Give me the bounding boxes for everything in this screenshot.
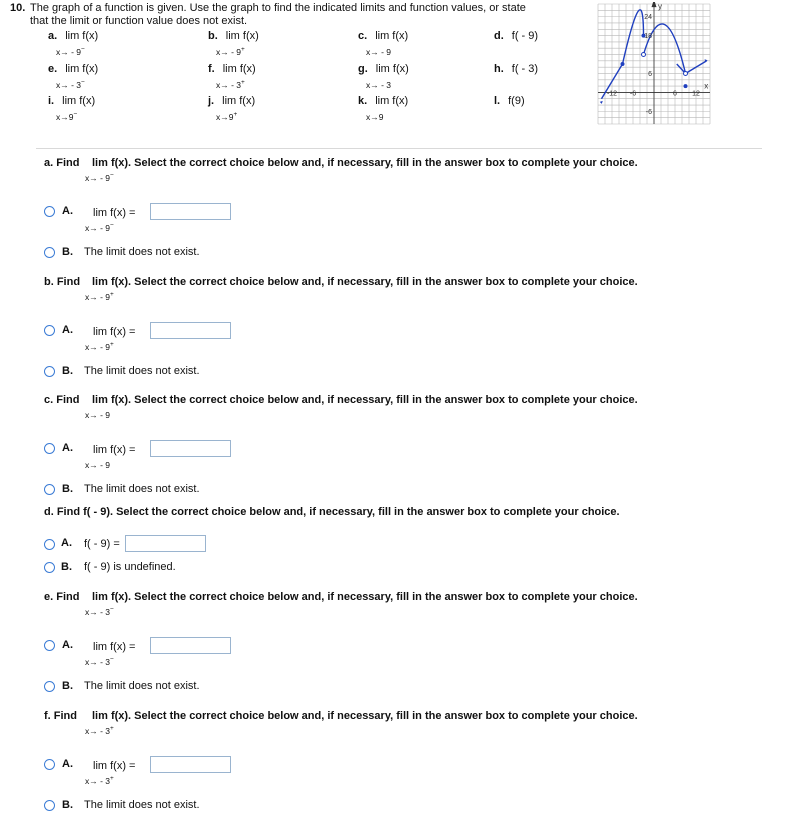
section-b-option-b-label: B. — [62, 365, 73, 377]
section-a-find: a. Find — [44, 157, 80, 169]
part-superscript: − — [81, 79, 85, 86]
section-c-find: c. Find — [44, 394, 80, 406]
section-b-option-b-radio[interactable] — [44, 366, 55, 377]
part-expression: lim f(x) — [375, 95, 409, 107]
part-subscript-text: x→9 — [366, 112, 384, 122]
part-label: h. — [494, 63, 504, 75]
part-label: d. — [494, 30, 504, 42]
section-b-prompt-sub — [85, 292, 114, 302]
part-expression: lim f(x) — [222, 63, 256, 75]
part-label: l. — [494, 95, 501, 107]
part-superscript: + — [233, 111, 238, 118]
section-c-option-a-radio[interactable] — [44, 443, 55, 454]
section-e-option-b-text: The limit does not exist. — [84, 680, 200, 692]
section-e-prompt-sub-text: x→ - 3 — [85, 607, 111, 617]
section-a-option-b-radio[interactable] — [44, 247, 55, 258]
part-label: j. — [208, 95, 215, 107]
part-6 — [208, 63, 256, 75]
part-subscript-text: x→9 — [56, 112, 74, 122]
part-subscript — [56, 112, 77, 122]
section-d-option-a-radio[interactable] — [44, 539, 55, 550]
section-d-option-a-label: A. — [61, 537, 72, 549]
part-expression: f( - 9) — [511, 30, 539, 42]
divider — [36, 148, 762, 149]
section-e-option-a-sub — [85, 657, 114, 667]
section-d-answer-box[interactable] — [125, 535, 206, 552]
part-11 — [358, 95, 408, 107]
part-label: a. — [48, 30, 58, 42]
section-b-option-a-sub-text: x→ - 9 — [85, 342, 111, 352]
graph-axes — [598, 2, 710, 124]
x-tick-label: -6 — [629, 90, 637, 98]
section-d-option-b-text: f( - 9) is undefined. — [84, 561, 176, 573]
section-f-prompt-sub-sup: + — [110, 725, 114, 732]
part-expression: lim f(x) — [222, 95, 256, 107]
part-expression: lim f(x) — [375, 63, 409, 75]
part-label: g. — [358, 63, 368, 75]
section-b-option-a-label: A. — [62, 324, 73, 336]
question-text-line2: that the limit or function value does not exist. — [30, 15, 248, 27]
part-12 — [494, 95, 525, 107]
x-tick-label: 6 — [673, 90, 677, 98]
part-expression: f(9) — [508, 95, 525, 107]
point-open — [684, 71, 688, 75]
part-superscript: + — [241, 46, 245, 53]
section-c-prompt-sub — [85, 410, 110, 420]
section-c-option-a-label: A. — [62, 442, 73, 454]
section-a-prompt-sub-text: x→ - 9 — [85, 173, 111, 183]
part-2 — [208, 30, 259, 42]
question-text-line1: The graph of a function is given. Use the graph to find the indicated limits and function values, or state — [30, 2, 526, 14]
curve-arrow-left — [600, 101, 603, 104]
section-d-prompt: d. Find f( - 9). Select the correct choice below and, if necessary, fill in the answer box to complete your choice. — [44, 506, 620, 518]
part-4 — [494, 30, 538, 42]
part-expression: lim f(x) — [65, 30, 99, 42]
part-expression: lim f(x) — [62, 95, 96, 107]
part-3 — [358, 30, 408, 42]
section-e-option-a-label: A. — [62, 639, 73, 651]
point-open — [642, 53, 646, 57]
section-c-option-b-text: The limit does not exist. — [84, 483, 200, 495]
part-subscript — [366, 47, 391, 57]
section-f-option-b-label: B. — [62, 799, 73, 811]
y-tick-label: 24 — [644, 14, 652, 22]
section-a-prompt-sub — [85, 173, 114, 183]
part-label: b. — [208, 30, 218, 42]
section-f-option-b-radio[interactable] — [44, 800, 55, 811]
y-tick-label: 6 — [648, 70, 652, 78]
section-a-option-a-sub-text: x→ - 9 — [85, 223, 111, 233]
part-superscript: − — [73, 111, 78, 118]
section-a-prompt-sub-sup: − — [110, 172, 114, 179]
section-e-option-b-label: B. — [62, 680, 73, 692]
x-tick-label: -12 — [606, 90, 618, 98]
section-b-option-a-sub-sup: + — [110, 341, 114, 348]
question-number: 10. — [10, 2, 26, 14]
section-c-option-b-label: B. — [62, 483, 73, 495]
section-c-option-b-radio[interactable] — [44, 484, 55, 495]
y-tick-label: 18 — [644, 33, 652, 41]
part-10 — [208, 95, 255, 107]
part-subscript-text: x→ - 9 — [366, 47, 392, 57]
section-f-prompt: lim f(x). Select the correct choice below and, if necessary, fill in the answer box to complete your choice. — [92, 710, 638, 722]
section-f-option-a-label: A. — [62, 758, 73, 770]
section-d-option-b-radio[interactable] — [44, 562, 55, 573]
section-d-option-b-label: B. — [61, 561, 72, 573]
section-b-option-a-sub — [85, 342, 114, 352]
section-a-option-a-sub — [85, 223, 114, 233]
part-subscript — [56, 47, 85, 57]
part-subscript-text: x→ - 9 — [56, 47, 82, 57]
section-c-option-a-expr: lim f(x) = — [93, 444, 136, 456]
part-7 — [358, 63, 409, 75]
point-closed — [621, 62, 625, 66]
section-a-option-a-label: A. — [62, 205, 73, 217]
part-subscript — [366, 80, 391, 90]
part-expression: lim f(x) — [375, 30, 409, 42]
section-b-answer-box[interactable] — [150, 322, 231, 339]
section-f-option-a-sub-sup: + — [110, 775, 114, 782]
part-superscript: + — [241, 79, 245, 86]
part-subscript — [216, 112, 237, 122]
section-a-prompt: lim f(x). Select the correct choice below and, if necessary, fill in the answer box to complete your choice. — [92, 157, 638, 169]
part-subscript — [216, 80, 245, 90]
section-c-option-a-sub-text: x→ - 9 — [85, 460, 111, 470]
part-label: i. — [48, 95, 55, 107]
section-b-option-b-text: The limit does not exist. — [84, 365, 200, 377]
part-subscript-text: x→9 — [216, 112, 234, 122]
part-subscript-text: x→ - 3 — [216, 80, 242, 90]
section-c-prompt: lim f(x). Select the correct choice below and, if necessary, fill in the answer box to complete your choice. — [92, 394, 638, 406]
section-c-option-a-sub — [85, 460, 110, 470]
part-label: c. — [358, 30, 368, 42]
section-c-answer-box[interactable] — [150, 440, 231, 457]
part-subscript — [366, 112, 383, 122]
section-e-option-a-expr: lim f(x) = — [93, 641, 136, 653]
x-tick-label: 12 — [692, 90, 700, 98]
y-axis-label: y — [658, 2, 662, 11]
section-a-answer-box[interactable] — [150, 203, 231, 220]
part-subscript-text: x→ - 3 — [366, 80, 392, 90]
section-c-prompt-sub-text: x→ - 9 — [85, 410, 111, 420]
section-e-option-a-sub-text: x→ - 3 — [85, 657, 111, 667]
y-tick-label: -6 — [645, 108, 652, 116]
part-9 — [48, 95, 95, 107]
part-expression: f( - 3) — [511, 63, 539, 75]
section-f-option-b-text: The limit does not exist. — [84, 799, 200, 811]
section-e-prompt-sub-sup: − — [110, 606, 114, 613]
section-b-find: b. Find — [44, 276, 81, 288]
section-f-option-a-sub — [85, 776, 114, 786]
section-f-prompt-sub — [85, 726, 114, 736]
function-graph — [594, 2, 714, 126]
point-closed — [684, 84, 688, 88]
section-a-option-a-radio[interactable] — [44, 206, 55, 217]
section-b-prompt-sub-sup: + — [110, 291, 114, 298]
part-subscript-text: x→ - 9 — [216, 47, 242, 57]
y-axis-arrow — [652, 2, 657, 7]
part-label: k. — [358, 95, 368, 107]
section-e-option-b-radio[interactable] — [44, 681, 55, 692]
section-f-find: f. Find — [44, 710, 77, 722]
part-superscript: − — [81, 46, 85, 53]
part-5 — [48, 63, 98, 75]
section-b-option-a-expr: lim f(x) = — [93, 326, 136, 338]
section-f-option-a-radio[interactable] — [44, 759, 55, 770]
part-subscript — [216, 47, 245, 57]
section-a-option-b-text: The limit does not exist. — [84, 246, 200, 258]
section-f-prompt-sub-text: x→ - 3 — [85, 726, 111, 736]
section-a-option-a-sub-sup: − — [110, 222, 114, 229]
section-f-option-a-sub-text: x→ - 3 — [85, 776, 111, 786]
section-b-prompt: lim f(x). Select the correct choice below and, if necessary, fill in the answer box to complete your choice. — [92, 276, 638, 288]
part-8 — [494, 63, 538, 75]
part-expression: lim f(x) — [225, 30, 259, 42]
part-label: e. — [48, 63, 58, 75]
section-f-answer-box[interactable] — [150, 756, 231, 773]
section-e-prompt-sub — [85, 607, 114, 617]
section-e-answer-box[interactable] — [150, 637, 231, 654]
part-expression: lim f(x) — [65, 63, 99, 75]
section-a-option-b-label: B. — [62, 246, 73, 258]
section-f-option-a-expr: lim f(x) = — [93, 760, 136, 772]
section-e-prompt: lim f(x). Select the correct choice below and, if necessary, fill in the answer box to complete your choice. — [92, 591, 638, 603]
section-d-option-a-expr: f( - 9) = — [84, 538, 120, 550]
section-b-prompt-sub-text: x→ - 9 — [85, 292, 111, 302]
part-label: f. — [208, 63, 215, 75]
section-b-option-a-radio[interactable] — [44, 325, 55, 336]
part-subscript-text: x→ - 3 — [56, 80, 82, 90]
section-a-option-a-expr: lim f(x) = — [93, 207, 136, 219]
section-e-find: e. Find — [44, 591, 80, 603]
part-1 — [48, 30, 98, 42]
part-subscript — [56, 80, 85, 90]
section-e-option-a-sub-sup: − — [110, 656, 114, 663]
x-axis-label: x — [704, 81, 709, 91]
section-e-option-a-radio[interactable] — [44, 640, 55, 651]
